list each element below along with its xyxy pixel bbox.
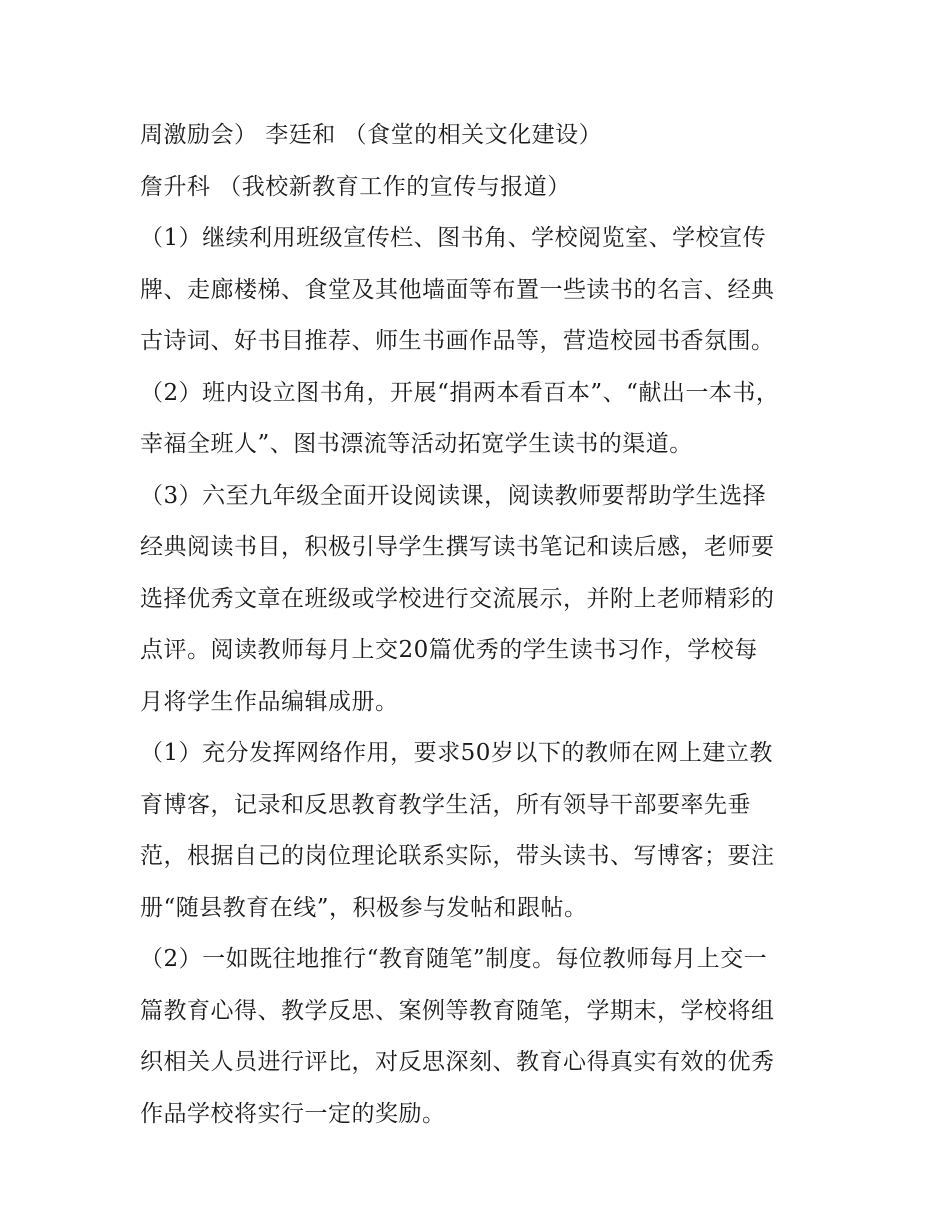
text-line: 幸福全班人”、图书漂流等活动拓宽学生读书的渠道。 (140, 431, 693, 457)
text-line: （2）班内设立图书角，开展“捐两本看百本”、“献出一本书， (140, 379, 780, 406)
text-line: 作品学校将实行一定的奖励。 (140, 1100, 446, 1127)
text-line: （1）继续利用班级宣传栏、图书角、学校阅览室、学校宣传 (140, 225, 767, 251)
text-line: （2）一如既往地推行“教育随笔”制度。每位教师每月上交一 (140, 946, 768, 972)
text-line: 范，根据自己的岗位理论联系实际，带头读书、写博客；要注 (140, 843, 775, 869)
text-line: （1）充分发挥网络作用，要求50岁以下的教师在网上建立教 (140, 740, 773, 766)
text-line: 册“随县教育在线”，积极参与发帖和跟帖。 (140, 894, 588, 921)
text-line: 牌、走廊楼梯、食堂及其他墙面等布置一些读书的名言、经典 (140, 276, 775, 303)
text-line: 詹升科 （我校新教育工作的宣传与报道） (140, 173, 571, 200)
document-body (140, 110, 820, 1140)
text-line: 古诗词、好书目推荐、师生书画作品等，营造校园书香氛围。 (140, 328, 775, 354)
text-line: 周激励会） 李廷和 （食堂的相关文化建设） (140, 122, 603, 148)
text-line: 织相关人员进行评比，对反思深刻、教育心得真实有效的优秀 (140, 1049, 775, 1075)
text-line: 点评。阅读教师每月上交20篇优秀的学生读书习作，学校每 (140, 637, 758, 663)
text-line: 经典阅读书目，积极引导学生撰写读书笔记和读后感，老师要 (140, 534, 775, 560)
text-line: 月将学生作品编辑成册。 (140, 688, 399, 715)
text-line: 选择优秀文章在班级或学校进行交流展示，并附上老师精彩的 (140, 585, 775, 612)
text-line: （3）六至九年级全面开设阅读课，阅读教师要帮助学生选择 (140, 482, 767, 509)
text-line: 篇教育心得、教学反思、案例等教育随笔，学期末，学校将组 (140, 997, 775, 1024)
text-line: 育博客，记录和反思教育教学生活，所有领导干部要率先垂 (140, 791, 751, 818)
